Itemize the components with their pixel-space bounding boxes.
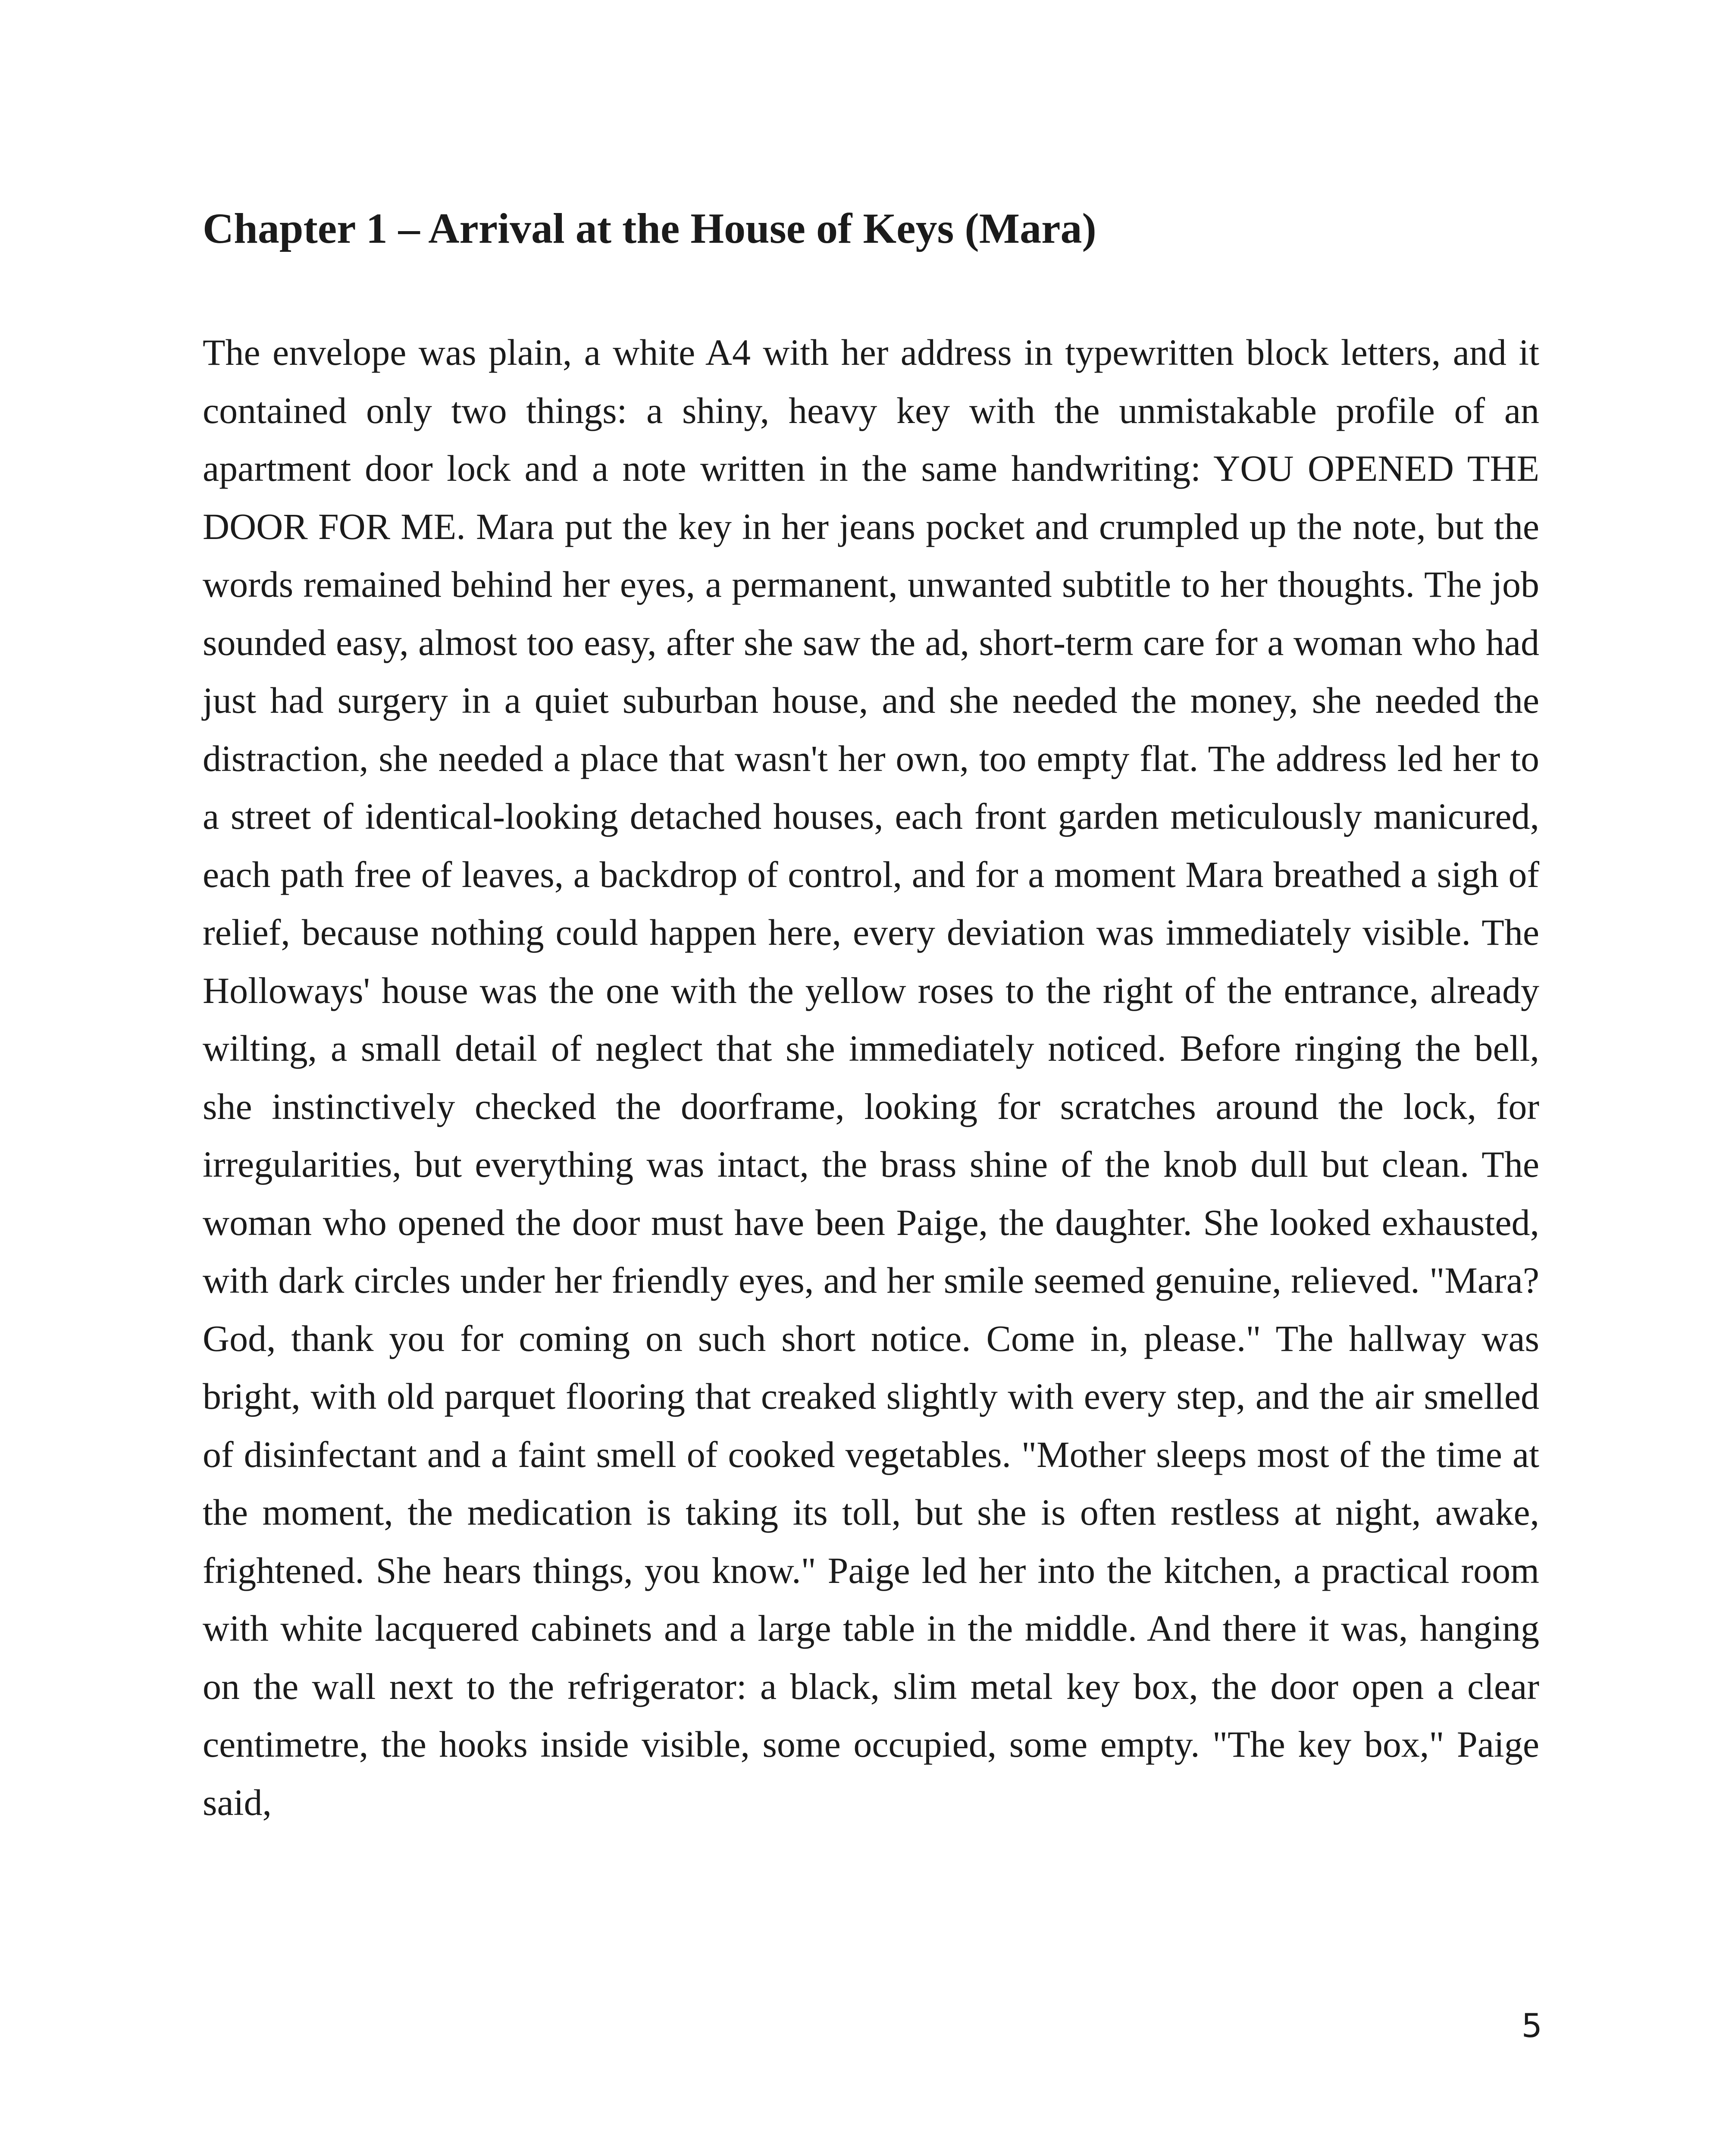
chapter-title: Chapter 1 – Arrival at the House of Keys (Mara) (203, 204, 1096, 252)
page-content (203, 203, 1539, 1823)
page-number: 5 (1521, 2006, 1542, 2045)
body-paragraph: The envelope was plain, a white A4 with her address in typewritten block letters, and it contained only two things: a shiny, heavy key with the unmistakable profile of an apartment door lock and a note written in the same handwriting: YOU OPENED THE DOOR FOR ME. Mara put the key in her jeans pocket and crumpled up the note, but the words remained behind her eyes, a permanent, unwanted subtitle to her thoughts. The job sounded easy, almost too easy, after she saw the ad, short-term care for a woman who had just had surgery in a quiet suburban house, and she needed the money, she needed the distraction, she needed a place that wasn't her own, too empty flat. The address led her to a street of identical-looking detached houses, each front garden meticulously manicured, each path free of leaves, a backdrop of control, and for a moment Mara breathed a sigh of relief, because nothing could happen here, every deviation was immediately visible. The Holloways' house was the one with the yellow roses to the right of the entrance, already wilting, a small detail of neglect that she immediately noticed. Before ringing the bell, she instinctively checked the doorframe, looking for scratches around the lock, for irregularities, but everything was intact, the brass shine of the knob dull but clean. The woman who opened the door must have been Paige, the daughter. She looked exhausted, with dark circles under her friendly eyes, and her smile seemed genuine, relieved. "Mara? God, thank you for coming on such short notice. Come in, please." The hallway was bright, with old parquet flooring that creaked slightly with every step, and the air smelled of disinfectant and a faint smell of cooked vegetables. "Mother sleeps most of the time at the moment, the medication is taking its toll, but she is often restless at night, awake, frightened. She hears things, you know." Paige led her into the kitchen, a practical room with white lacquered cabinets and a large table in the middle. And there it was, hanging on the wall next to the refrigerator: a black, slim metal key box, the door open a clear centimetre, the hooks inside visible, some occupied, some empty. "The key box," Paige said, (203, 332, 1539, 1823)
